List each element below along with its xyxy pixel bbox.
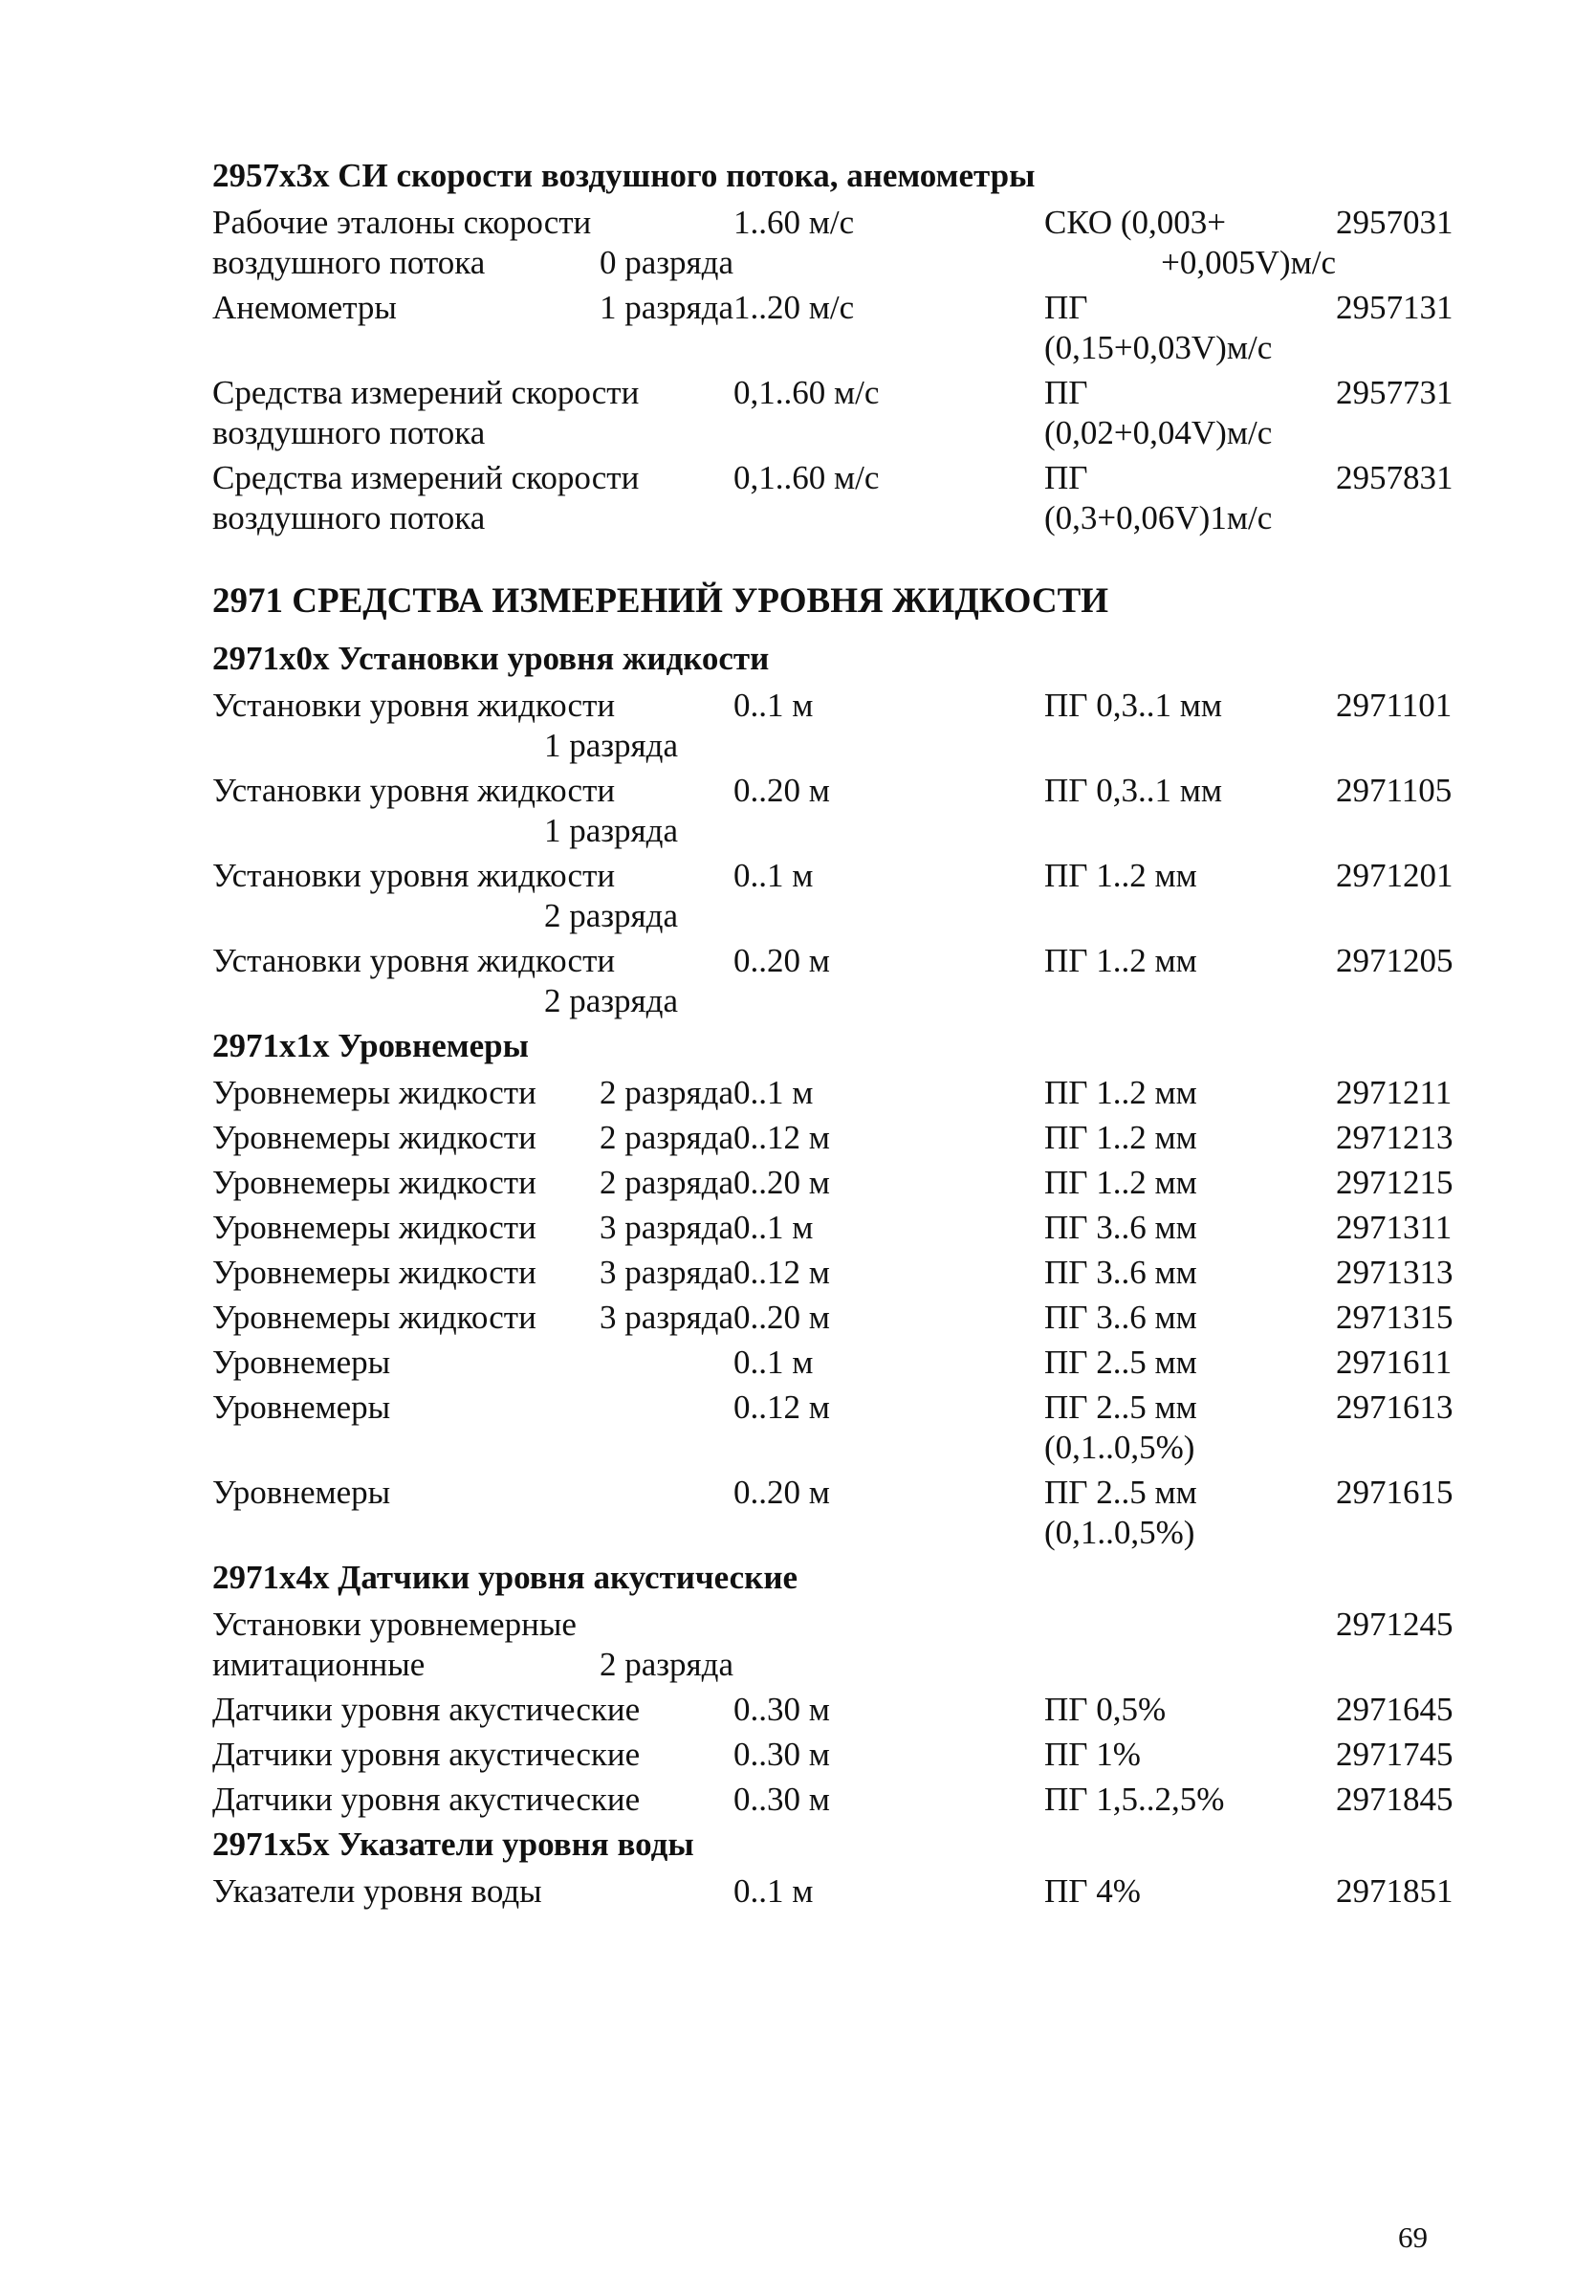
name-line: [212, 1298, 733, 1338]
device-name: Уровнемеры жидкости: [212, 1299, 536, 1336]
name-line: [212, 1473, 733, 1513]
device-name: Уровнемеры жидкости: [212, 1254, 536, 1291]
measurement-range: 0..1 м: [733, 1344, 814, 1381]
name-line: [212, 811, 733, 851]
name-line: [212, 1343, 733, 1383]
accuracy-cell: [1044, 1735, 1336, 1775]
measurement-range: 0..20 м: [733, 942, 830, 979]
device-name-cell: [212, 373, 733, 453]
subsection: [212, 1826, 1455, 1912]
name-line: [212, 498, 733, 538]
table-row: [212, 1780, 1455, 1820]
table-row: [212, 856, 1455, 936]
device-code: 2971851: [1336, 1872, 1454, 1910]
accuracy-line: (0,3+0,06V)1м/с: [1044, 499, 1273, 536]
device-code: 2957131: [1336, 289, 1454, 326]
device-name: Установки уровня жидкости: [212, 942, 616, 979]
measurement-range: 0..12 м: [733, 1119, 830, 1156]
accuracy-cell: [1044, 1298, 1336, 1338]
accuracy-line: ПГ 0,3..1 мм: [1044, 687, 1223, 724]
name-line: [212, 458, 733, 498]
accuracy-cell: [1044, 1073, 1336, 1113]
table-row: [212, 288, 1455, 368]
device-code: 2971205: [1336, 942, 1454, 979]
accuracy-cell: [1044, 1690, 1336, 1730]
table-row: [212, 203, 1455, 283]
device-name: Рабочие эталоны скорости: [212, 204, 592, 241]
device-code: 2971313: [1336, 1254, 1454, 1291]
device-code: 2971245: [1336, 1606, 1454, 1643]
device-rank: 1 разряда: [599, 289, 733, 326]
accuracy-cell: [1044, 1118, 1336, 1158]
device-rank: 2 разряда: [543, 897, 678, 934]
name-line: [212, 896, 733, 936]
device-name-cell: [212, 1253, 733, 1293]
airspeed-section-heading: 2957x3x СИ скорости воздушного потока, анемометры: [212, 157, 1036, 194]
measurement-range: 0..1 м: [733, 1074, 814, 1111]
device-name-cell: [212, 1605, 733, 1685]
measurement-range: 0..20 м: [733, 1299, 830, 1336]
device-name-cell: [212, 941, 733, 1021]
liquid-level-subsections: [212, 640, 1455, 1912]
accuracy-cell: [1044, 1208, 1336, 1248]
device-name-cell: [212, 203, 733, 283]
device-name-cell: [212, 1163, 733, 1203]
device-name: Указатели уровня воды: [212, 1872, 542, 1910]
name-line: [212, 726, 733, 766]
name-line: [212, 1163, 733, 1203]
name-line: [212, 1780, 733, 1820]
measurement-range: 0..1 м: [733, 687, 814, 724]
device-name-cell: [212, 288, 733, 368]
table-row: [212, 1343, 1455, 1383]
device-name-cell: [212, 1118, 733, 1158]
table-row: [212, 1073, 1455, 1113]
name-line: [212, 981, 733, 1021]
name-line: [212, 771, 733, 811]
accuracy-line: ПГ 2..5 мм: [1044, 1389, 1197, 1426]
device-code: 2971845: [1336, 1781, 1454, 1818]
device-code: 2957731: [1336, 374, 1454, 411]
table-row: [212, 941, 1455, 1021]
accuracy-line: ПГ 1..2 мм: [1044, 857, 1197, 894]
device-code: 2971611: [1336, 1344, 1453, 1381]
name-line: [212, 941, 733, 981]
device-name-cell: [212, 1073, 733, 1113]
device-rank: 0 разряда: [599, 244, 733, 281]
device-name: воздушного потока: [212, 414, 486, 451]
accuracy-cell: [1044, 1605, 1336, 1685]
measurement-range: 0..12 м: [733, 1389, 830, 1426]
measurement-range: 0..12 м: [733, 1254, 830, 1291]
device-name: Установки уровнемерные: [212, 1606, 577, 1643]
accuracy-line: ПГ 1..2 мм: [1044, 942, 1197, 979]
device-code: 2971215: [1336, 1164, 1454, 1201]
device-rank: 3 разряда: [599, 1299, 733, 1336]
accuracy-line: ПГ 3..6 мм: [1044, 1209, 1197, 1246]
device-name: воздушного потока: [212, 499, 486, 536]
airspeed-rows: [212, 203, 1455, 538]
subsection-rows: [212, 1073, 1455, 1553]
name-line: [212, 856, 733, 896]
device-rank: 1 разряда: [543, 727, 678, 764]
accuracy-line: ПГ 0,5%: [1044, 1691, 1167, 1728]
device-name-cell: [212, 1780, 733, 1820]
name-line: [212, 413, 733, 453]
device-name-cell: [212, 686, 733, 766]
device-name: Уровнемеры: [212, 1474, 391, 1511]
measurement-range: 0..30 м: [733, 1736, 830, 1773]
device-code: 2971213: [1336, 1119, 1454, 1156]
subsection: [212, 640, 1455, 1021]
device-name: Средства измерений скорости: [212, 374, 640, 411]
name-line: [212, 203, 733, 243]
device-rank: 2 разряда: [599, 1119, 733, 1156]
device-rank: 1 разряда: [543, 812, 678, 849]
accuracy-line: (0,1..0,5%): [1044, 1429, 1195, 1466]
device-name: Датчики уровня акустические: [212, 1691, 641, 1728]
device-name: Установки уровня жидкости: [212, 857, 616, 894]
accuracy-cell: [1044, 1473, 1336, 1553]
device-name: Анемометры: [212, 289, 397, 326]
device-name-cell: [212, 1473, 733, 1553]
accuracy-cell: [1044, 458, 1336, 538]
table-row: [212, 1298, 1455, 1338]
accuracy-line: ПГ 1..2 мм: [1044, 1119, 1197, 1156]
accuracy-cell: [1044, 1388, 1336, 1468]
subsection: [212, 1559, 1455, 1820]
device-code: 2971315: [1336, 1299, 1454, 1336]
table-row: [212, 1690, 1455, 1730]
table-row: [212, 373, 1455, 453]
liquid-level-main-heading: 2971 СРЕДСТВА ИЗМЕРЕНИЙ УРОВНЯ ЖИДКОСТИ: [212, 581, 1109, 621]
name-line: [212, 1388, 733, 1428]
table-row: [212, 686, 1455, 766]
device-code: 2971211: [1336, 1074, 1453, 1111]
accuracy-cell: [1044, 1253, 1336, 1293]
device-code: 2971615: [1336, 1474, 1454, 1511]
accuracy-cell: [1044, 1163, 1336, 1203]
device-code: 2957031: [1336, 204, 1454, 241]
accuracy-line: (0,02+0,04V)м/с: [1044, 414, 1273, 451]
device-name: Уровнемеры: [212, 1344, 391, 1381]
device-name-cell: [212, 1690, 733, 1730]
table-row: [212, 1605, 1455, 1685]
table-row: [212, 1163, 1455, 1203]
accuracy-line: ПГ: [1044, 374, 1088, 411]
device-code: 2971105: [1336, 772, 1453, 809]
accuracy-line: ПГ 1..2 мм: [1044, 1164, 1197, 1201]
device-rank: 3 разряда: [599, 1209, 733, 1246]
device-code: 2971101: [1336, 687, 1453, 724]
accuracy-cell: [1044, 856, 1336, 936]
table-row: [212, 1388, 1455, 1468]
measurement-range: 0..30 м: [733, 1781, 830, 1818]
accuracy-line: +0,005V)м/с: [1161, 244, 1336, 281]
name-line: [212, 288, 733, 328]
device-name-cell: [212, 856, 733, 936]
subsection-rows: [212, 1605, 1455, 1820]
accuracy-cell: [1044, 941, 1336, 1021]
device-name-cell: [212, 1388, 733, 1468]
device-name: Датчики уровня акустические: [212, 1781, 641, 1818]
table-row: [212, 771, 1455, 851]
device-name: Установки уровня жидкости: [212, 687, 616, 724]
subsection: [212, 1027, 1455, 1553]
measurement-range: 1..60 м/с: [733, 204, 855, 241]
name-line: [212, 1690, 733, 1730]
device-name: Установки уровня жидкости: [212, 772, 616, 809]
device-name-cell: [212, 1208, 733, 1248]
accuracy-cell: [1044, 203, 1336, 283]
device-name: Уровнемеры жидкости: [212, 1119, 536, 1156]
measurement-range: 0..30 м: [733, 1691, 830, 1728]
accuracy-line: ПГ 0,3..1 мм: [1044, 772, 1223, 809]
device-name: Уровнемеры: [212, 1389, 391, 1426]
device-code: 2971311: [1336, 1209, 1453, 1246]
table-row: [212, 1473, 1455, 1553]
accuracy-line: ПГ 1%: [1044, 1736, 1141, 1773]
page-number: 69: [1398, 2220, 1428, 2254]
accuracy-cell: [1044, 771, 1336, 851]
device-name: Средства измерений скорости: [212, 459, 640, 496]
subsection-heading: 2971x4x Датчики уровня акустические: [212, 1559, 798, 1596]
measurement-range: 1..20 м/с: [733, 289, 855, 326]
measurement-range: 0..20 м: [733, 1164, 830, 1201]
device-name: Уровнемеры жидкости: [212, 1074, 536, 1111]
device-rank: 2 разряда: [599, 1646, 733, 1683]
accuracy-cell: [1044, 1780, 1336, 1820]
device-name: Датчики уровня акустические: [212, 1736, 641, 1773]
measurement-range: 0..20 м: [733, 1474, 830, 1511]
accuracy-line: ПГ 1,5..2,5%: [1044, 1781, 1225, 1818]
accuracy-line: ПГ 1..2 мм: [1044, 1074, 1197, 1111]
device-name-cell: [212, 1871, 733, 1912]
document-content: [212, 157, 1455, 1916]
device-rank: 2 разряда: [599, 1164, 733, 1201]
measurement-range: 0,1..60 м/с: [733, 459, 880, 496]
name-line: [212, 1645, 733, 1685]
accuracy-cell: [1044, 373, 1336, 453]
device-name-cell: [212, 771, 733, 851]
device-name: Уровнемеры жидкости: [212, 1209, 536, 1246]
device-code: 2971645: [1336, 1691, 1454, 1728]
accuracy-line: ПГ: [1044, 459, 1088, 496]
name-line: [212, 1605, 733, 1645]
accuracy-cell: [1044, 288, 1336, 368]
device-code: 2957831: [1336, 459, 1454, 496]
measurement-range: 0..1 м: [733, 1872, 814, 1910]
accuracy-line: СКО (0,003+: [1044, 204, 1226, 241]
device-rank: 2 разряда: [599, 1074, 733, 1111]
name-line: [212, 373, 733, 413]
measurement-range: 0..1 м: [733, 857, 814, 894]
name-line: [212, 686, 733, 726]
name-line: [212, 1118, 733, 1158]
device-name-cell: [212, 1735, 733, 1775]
table-row: [212, 458, 1455, 538]
name-line: [212, 243, 733, 283]
accuracy-line: ПГ 2..5 мм: [1044, 1474, 1197, 1511]
table-row: [212, 1735, 1455, 1775]
device-code: 2971613: [1336, 1389, 1454, 1426]
accuracy-cell: [1044, 1871, 1336, 1912]
accuracy-cell: [1044, 1343, 1336, 1383]
device-name: имитационные: [212, 1646, 426, 1683]
name-line: [212, 1871, 733, 1912]
accuracy-line: ПГ 3..6 мм: [1044, 1299, 1197, 1336]
measurement-range: 0..20 м: [733, 772, 830, 809]
table-row: [212, 1208, 1455, 1248]
device-name: воздушного потока: [212, 244, 486, 281]
device-name-cell: [212, 1298, 733, 1338]
device-name-cell: [212, 458, 733, 538]
table-row: [212, 1871, 1455, 1912]
subsection-rows: [212, 686, 1455, 1021]
subsection-rows: [212, 1871, 1455, 1912]
device-code: 2971745: [1336, 1736, 1454, 1773]
accuracy-line: (0,1..0,5%): [1044, 1514, 1195, 1551]
name-line: [212, 1735, 733, 1775]
name-line: [212, 1073, 733, 1113]
measurement-range: 0,1..60 м/с: [733, 374, 880, 411]
measurement-range: 0..1 м: [733, 1209, 814, 1246]
accuracy-line: ПГ: [1044, 289, 1088, 326]
device-name-cell: [212, 1343, 733, 1383]
accuracy-line: ПГ 3..6 мм: [1044, 1254, 1197, 1291]
accuracy-cell: [1044, 686, 1336, 766]
subsection-heading: 2971x0x Установки уровня жидкости: [212, 640, 770, 677]
subsection-heading: 2971x5x Указатели уровня воды: [212, 1826, 694, 1863]
measurement-range: [733, 1605, 1044, 1685]
accuracy-line: (0,15+0,03V)м/с: [1044, 329, 1273, 366]
device-code: 2971201: [1336, 857, 1454, 894]
name-line: [212, 1253, 733, 1293]
subsection-heading: 2971x1x Уровнемеры: [212, 1027, 529, 1064]
name-line: [212, 1208, 733, 1248]
accuracy-line: ПГ 2..5 мм: [1044, 1344, 1197, 1381]
table-row: [212, 1118, 1455, 1158]
accuracy-line: ПГ 4%: [1044, 1872, 1141, 1910]
device-rank: 2 разряда: [543, 982, 678, 1019]
device-rank: 3 разряда: [599, 1254, 733, 1291]
device-name: Уровнемеры жидкости: [212, 1164, 536, 1201]
table-row: [212, 1253, 1455, 1293]
